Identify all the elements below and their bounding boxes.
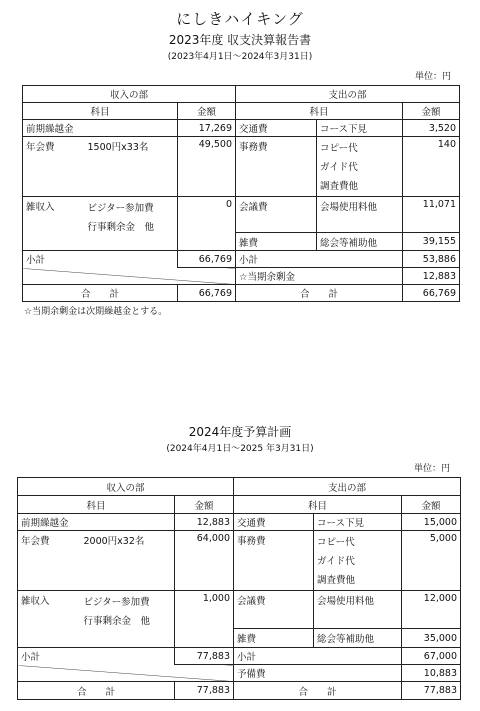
budget-title: 2024年度予算計画	[188, 425, 292, 439]
income-total-label: 合 計	[23, 285, 178, 302]
budget-income-total-label: 合 計	[18, 682, 175, 700]
budget-income-carry-label: 前期繰越金	[18, 514, 175, 531]
income-fee-detail: 1500円x33名	[85, 137, 178, 197]
report-unit: 単位：円	[415, 72, 452, 82]
expense-meeting-amount: 11,071	[403, 197, 460, 233]
budget-expense-meeting-detail: 会場使用料他	[314, 591, 402, 629]
income-item-header: 科目	[23, 103, 178, 120]
expense-office-label: 事務費	[236, 137, 317, 197]
income-total-amount: 66,769	[178, 285, 236, 302]
budget-expense-header: 支出の部	[234, 478, 461, 496]
expense-extra-amount: 12,883	[403, 268, 460, 285]
expense-total-amount: 66,769	[403, 285, 460, 302]
income-amount-header: 金額	[178, 103, 236, 120]
expense-transport-detail: コース下見	[317, 120, 403, 137]
org-title: にしきハイキング	[176, 10, 304, 28]
expense-office-detail-1: コピー代	[320, 143, 358, 154]
budget-income-amount-header: 金額	[175, 496, 234, 514]
budget-expense-misc-detail: 総会等補助他	[314, 629, 402, 648]
budget-expense-reserve-amount: 10,883	[402, 665, 461, 682]
budget-expense-subtotal-label: 小計	[234, 648, 402, 665]
budget-expense-misc-amount: 35,000	[402, 629, 461, 648]
budget-income-fee-detail: 2000円x32名	[81, 531, 175, 591]
expense-misc-label: 雑費	[236, 233, 317, 251]
budget-period: (2024年4月1日～2025 年3月31日)	[166, 444, 314, 454]
budget-expense-office-label: 事務費	[234, 531, 314, 591]
report-title: 2023年度 収支決算報告書	[168, 33, 312, 47]
income-fee-amount: 49,500	[178, 137, 236, 197]
budget-expense-office-detail-3: 調査費他	[317, 575, 356, 586]
budget-expense-office-detail-2: ガイド代	[317, 556, 355, 567]
report-period: (2023年4月1日～2024年3月31日)	[167, 52, 313, 62]
expense-meeting-label: 会議費	[236, 197, 317, 233]
report-table	[22, 85, 460, 302]
income-fee-label: 年会費	[23, 137, 85, 197]
budget-income-misc-detail-1: ビジター参加費	[83, 597, 150, 608]
expense-transport-label: 交通費	[236, 120, 317, 137]
expense-subtotal-label: 小計	[236, 251, 403, 268]
expense-office-detail-3: 調査費他	[320, 181, 359, 192]
budget-expense-meeting-amount: 12,000	[402, 591, 461, 629]
expense-misc-detail: 総会等補助他	[317, 233, 403, 251]
budget-income-subtotal-label: 小計	[18, 648, 175, 665]
budget-income-item-header: 科目	[18, 496, 175, 514]
budget-income-blank-cell	[18, 665, 234, 682]
budget-income-misc-detail	[81, 591, 175, 648]
budget-expense-total-label: 合 計	[234, 682, 402, 700]
expense-amount-header: 金額	[403, 103, 460, 120]
income-subtotal-label: 小計	[23, 251, 178, 268]
expense-header: 支出の部	[236, 86, 460, 103]
income-misc-detail-2: 行事剰余金 他	[87, 222, 155, 233]
expense-total-label: 合 計	[236, 285, 403, 302]
budget-income-misc-label: 雑収入	[18, 591, 81, 648]
income-misc-detail	[85, 197, 178, 251]
budget-expense-total-amount: 77,883	[402, 682, 461, 700]
expense-transport-amount: 3,520	[403, 120, 460, 137]
income-misc-detail-1: ビジター参加費	[87, 203, 154, 214]
expense-item-header: 科目	[236, 103, 403, 120]
report-footnote: ☆当期余剰金は次期繰越金とする。	[24, 307, 168, 317]
income-misc-label: 雑収入	[23, 197, 85, 251]
budget-expense-transport-label: 交通費	[234, 514, 314, 531]
budget-table	[17, 477, 461, 700]
budget-expense-office-detail	[314, 531, 402, 591]
budget-expense-transport-amount: 15,000	[402, 514, 461, 531]
income-subtotal-amount: 66,769	[178, 251, 236, 268]
budget-income-fee-label: 年会費	[18, 531, 81, 591]
expense-meeting-detail: 会場使用料他	[317, 197, 403, 233]
budget-income-header: 収入の部	[18, 478, 234, 496]
income-header: 収入の部	[23, 86, 236, 103]
budget-expense-office-amount: 5,000	[402, 531, 461, 591]
budget-income-total-amount: 77,883	[175, 682, 234, 700]
budget-expense-amount-header: 金額	[402, 496, 461, 514]
expense-extra-label: ☆当期余剰金	[236, 268, 403, 285]
expense-subtotal-amount: 53,886	[403, 251, 460, 268]
budget-expense-item-header: 科目	[234, 496, 402, 514]
budget-income-misc-detail-2: 行事剰余金 他	[83, 616, 151, 627]
budget-expense-meeting-label: 会議費	[234, 591, 314, 629]
budget-expense-office-detail-1: コピー代	[317, 537, 355, 548]
budget-income-fee-amount: 64,000	[175, 531, 234, 591]
income-misc-amount: 0	[178, 197, 236, 251]
expense-office-amount: 140	[403, 137, 460, 197]
expense-office-detail	[317, 137, 403, 197]
budget-expense-transport-detail: コース下見	[314, 514, 402, 531]
budget-income-carry-amount: 12,883	[175, 514, 234, 531]
income-carry-amount: 17,269	[178, 120, 236, 137]
expense-misc-amount: 39,155	[403, 233, 460, 251]
income-blank-cell	[23, 268, 236, 285]
budget-expense-misc-label: 雑費	[234, 629, 314, 648]
expense-office-detail-2: ガイド代	[320, 162, 358, 173]
budget-income-misc-amount: 1,000	[175, 591, 234, 648]
budget-expense-reserve-label: 予備費	[234, 665, 402, 682]
budget-expense-subtotal-amount: 67,000	[402, 648, 461, 665]
budget-unit: 単位：円	[414, 464, 451, 474]
budget-income-subtotal-amount: 77,883	[175, 648, 234, 665]
income-carry-label: 前期繰越金	[23, 120, 178, 137]
